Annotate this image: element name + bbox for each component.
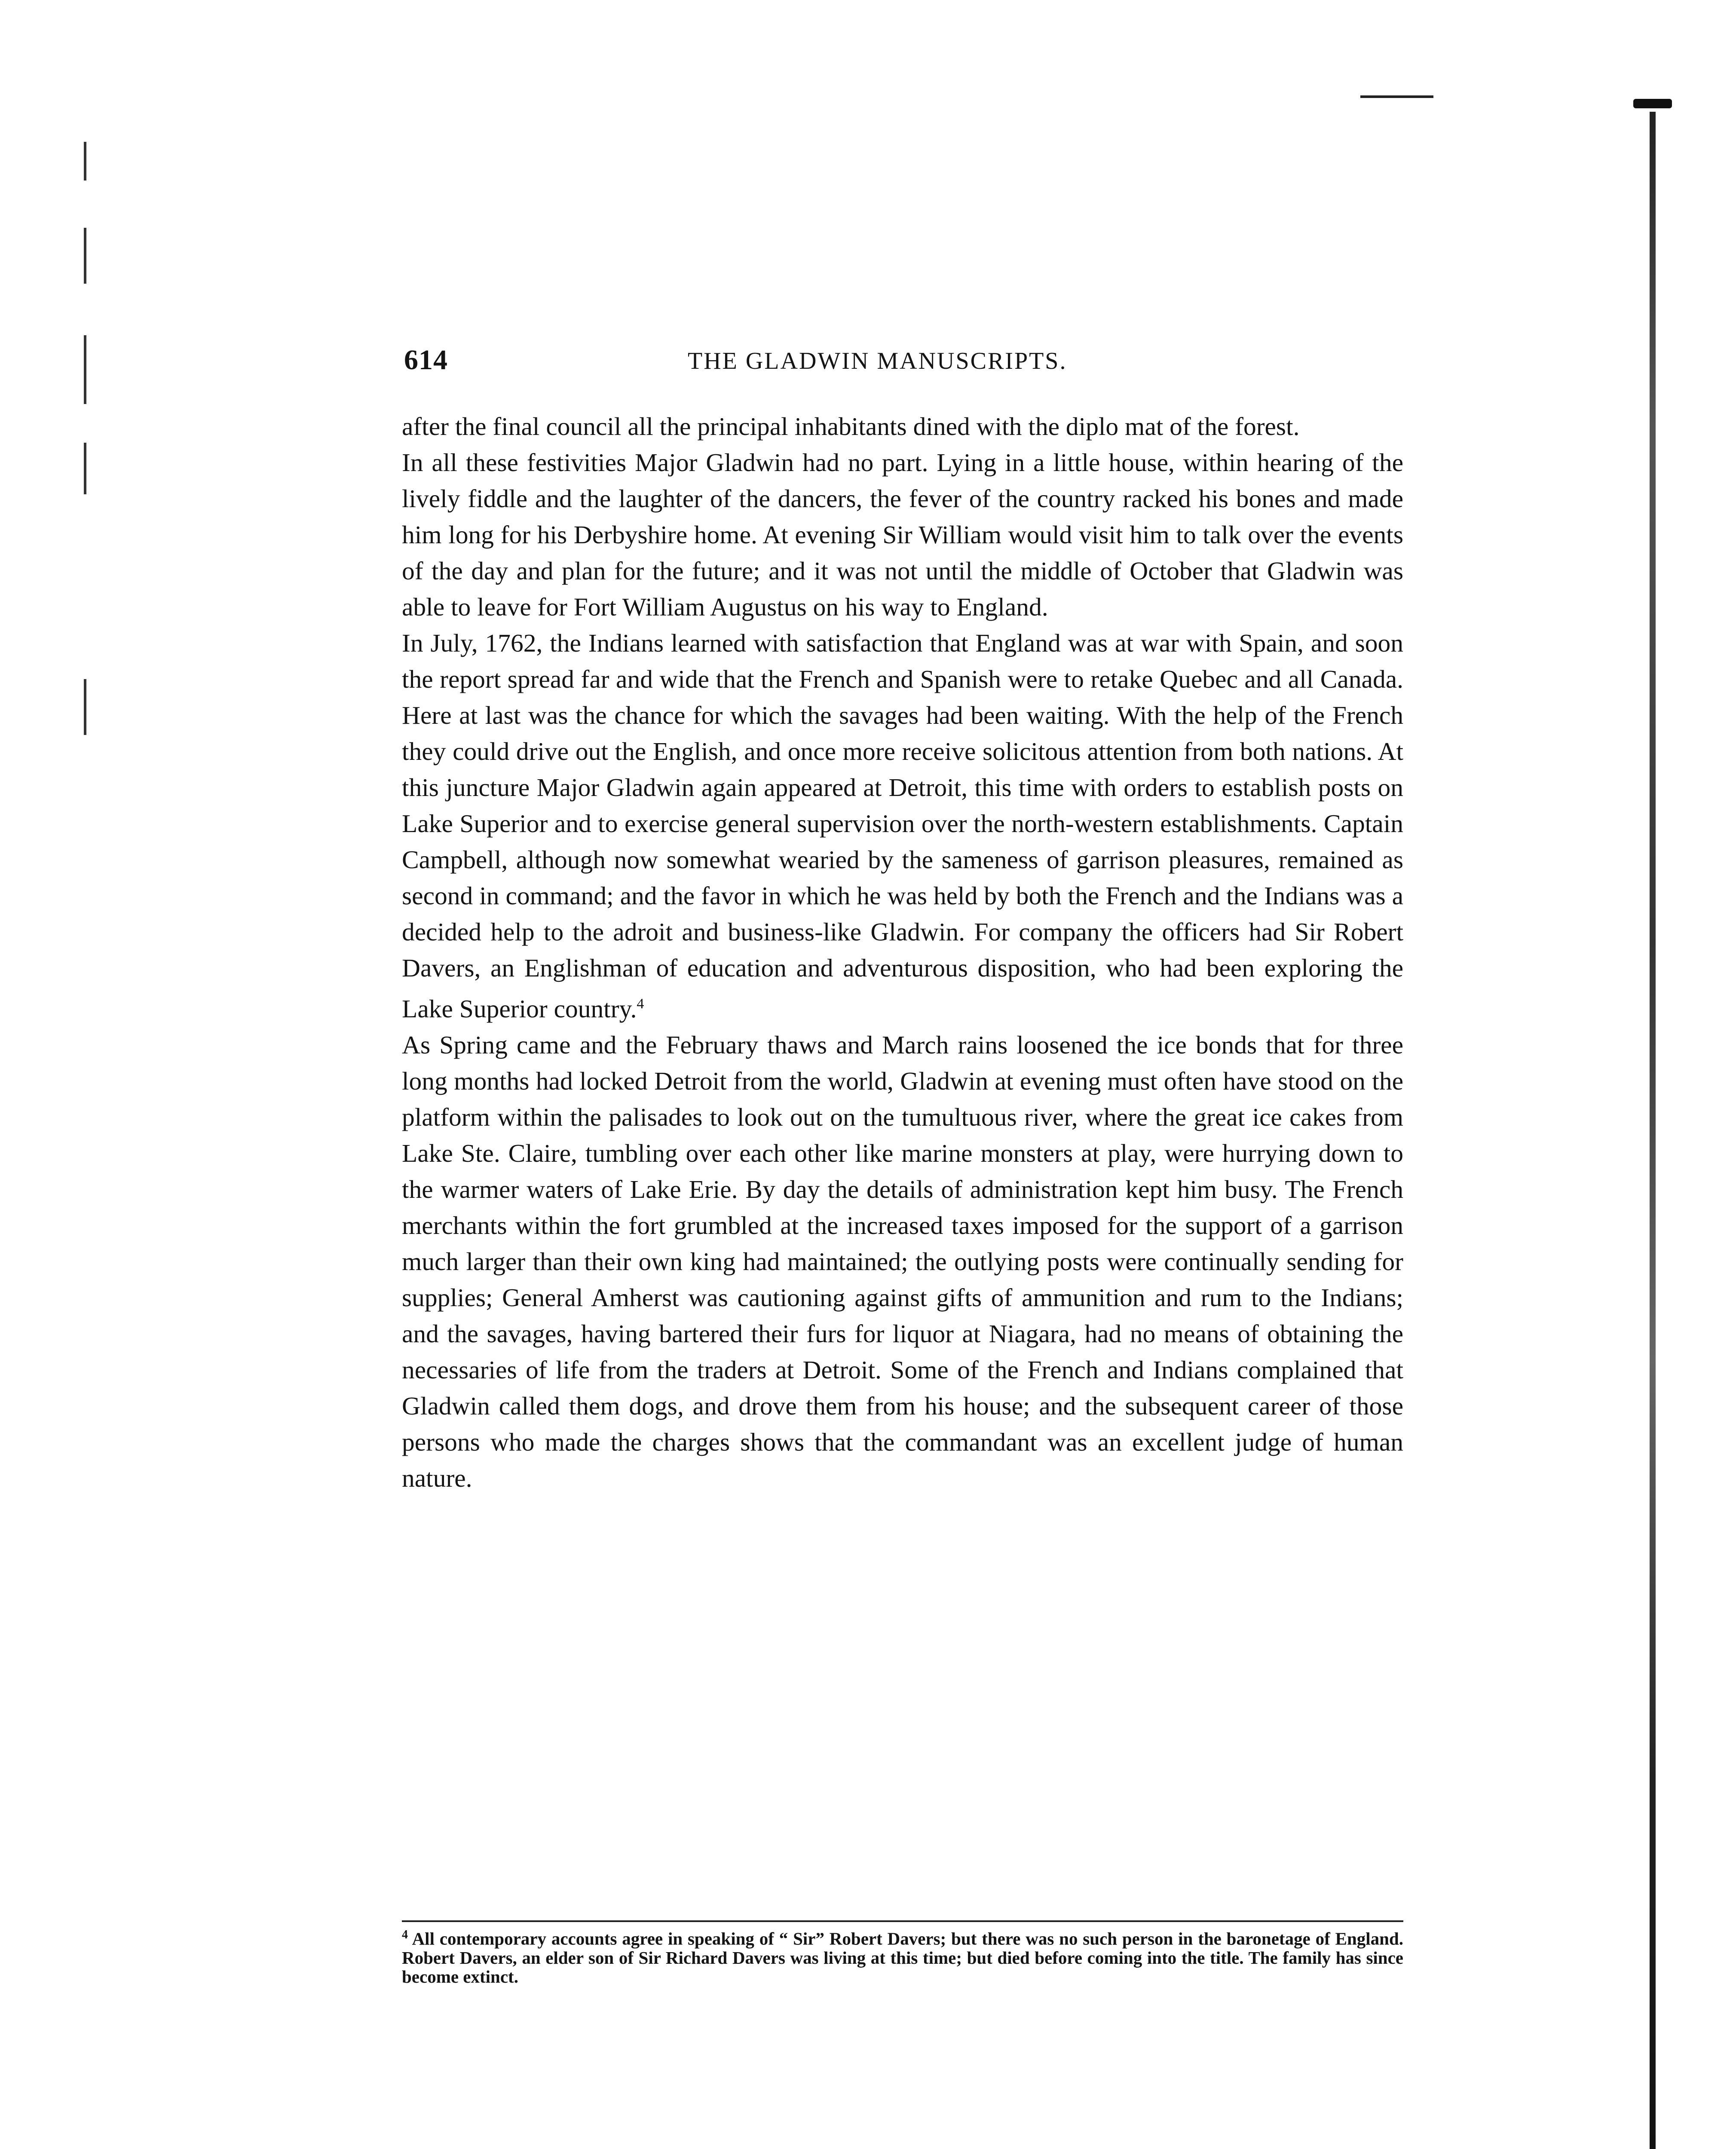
paragraph: after the final council all the principal inhabitants dined with the diplo mat of the forest.	[402, 412, 1300, 441]
binding-edge	[1633, 99, 1672, 2149]
paragraph: As Spring came and the February thaws and March rains loosened the ice bonds that for three long months had locked Detroit from the world, Gladwin at evening must often have stood on the platform within the palisades to look out on the tumultuous river, where the great ice cakes from Lake Ste. Claire, tumbling over each other like marine monsters at play, were hurrying down to the warmer waters of Lake Erie. By day the details of administration kept him busy. The French merchants within the fort grumbled at the increased taxes imposed for the support of a garrison much larger than their own king had maintained; the outlying posts were continually sending for supplies; General Amherst was cautioning against gifts of ammunition and rum to the Indians; and the savages, having bartered their furs for liquor at Niagara, had no means of obtaining the necessaries of life from the traders at Detroit. Some of the French and Indians complained that Gladwin called them dogs, and drove them from his house; and the subsequent career of those persons who made the charges shows that the commandant was an excellent judge of human nature.	[402, 1030, 1403, 1492]
paragraph: In all these festivities Major Gladwin had no part. Lying in a little house, within hearing of the lively fiddle and the laughter of the dancers, the fever of the country racked his bones and made him long for his Derbyshire home. At evening Sir William would visit him to talk over the events of the day and plan for the future; and it was not until the middle of October that Gladwin was able to leave for Fort William Augustus on his way to England.	[402, 448, 1403, 621]
footnote	[402, 1926, 1403, 1986]
body-text	[402, 408, 1403, 1496]
paragraph	[402, 625, 1403, 1027]
footnote-divider	[402, 1920, 1403, 1922]
footnote-reference: 4	[637, 996, 644, 1012]
margin-rule-mark	[1360, 95, 1433, 98]
page-header	[404, 344, 1401, 378]
paragraph-text: In July, 1762, the Indians learned with satisfaction that England was at war with Spain, and soon the report spread far and wide that the French and Spanish were to retake Quebec and all Canada. Here at last was the chance for which the savages had been waiting. With the help of the French they could drive out the English, and once more receive solicitous attention from both nations. At this juncture Major Gladwin again appeared at Detroit, this time with orders to establish posts on Lake Superior and to exercise general supervision over the north-western establishments. Captain Campbell, although now somewhat wearied by the sameness of garrison pleasures, remained as second in command; and the favor in which he was held by both the French and the Indians was a decided help to the adroit and business-like Gladwin. For company the officers had Sir Robert Davers, an Englishman of education and adventurous disposition, who had been exploring the Lake Superior country.	[402, 629, 1403, 1023]
left-margin-marks	[64, 142, 99, 787]
running-head: THE GLADWIN MANUSCRIPTS.	[688, 348, 1067, 374]
page-number: 614	[404, 344, 448, 376]
footnote-marker: 4	[402, 1928, 408, 1941]
footnote-text: All contemporary accounts agree in speaking of “ Sir” Robert Davers; but there was no such person in the baronetage of England. Robert Davers, an elder son of Sir Richard Davers was living at this time; but died before coming into the title. The family has since become extinct.	[402, 1929, 1403, 1987]
